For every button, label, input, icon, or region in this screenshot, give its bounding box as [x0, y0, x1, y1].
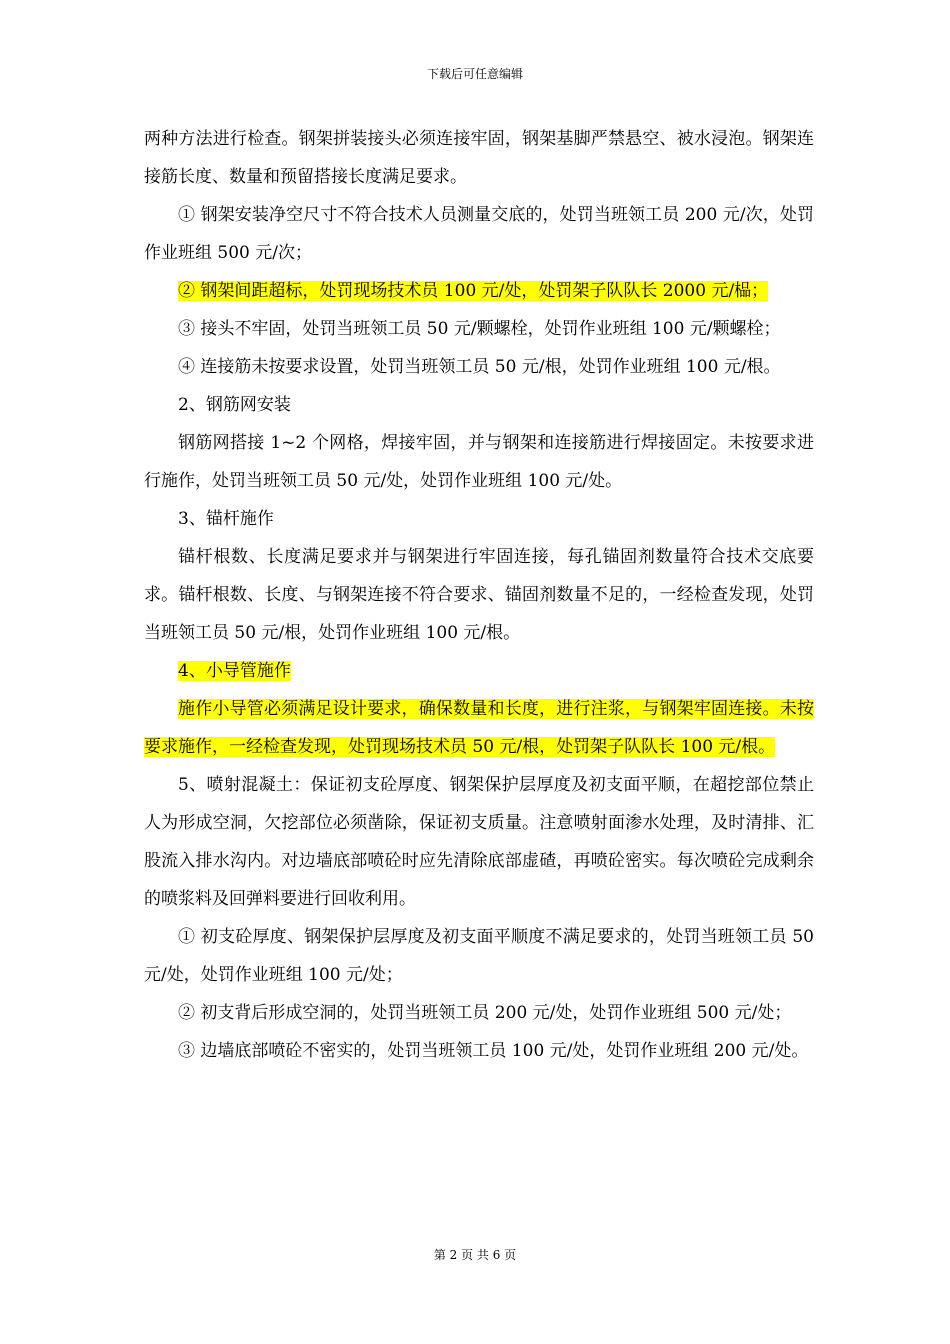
section-heading-2: 2、钢筋网安装: [178, 395, 291, 415]
paragraph-11: ③ 边墙底部喷砼不密实的，处罚当班领工员 100 元/处，处罚作业班组 200 元/处。: [178, 1041, 809, 1061]
paragraph-10: ② 初支背后形成空洞的，处罚当班领工员 200 元/处，处罚作业班组 500 元/处；: [178, 1003, 792, 1023]
page-footer: 第 2 页 共 6 页: [433, 1248, 517, 1262]
section-heading-3: 3、锚杆施作: [178, 509, 274, 529]
section-heading-5: 5、喷射混凝土：保证初支砼厚度、钢架保护层厚度及初支面平顺，在超挖部位禁止人为形成空洞，欠挖部位必须凿除，保证初支质量。注意喷射面渗水处理，及时清排、汇股流入排水沟内。对边墙底部喷砼时应先清除底部虚碴，再喷砼密实。每次喷砼完成剩余的喷浆料及回弹料要进行回收利用。: [144, 775, 814, 909]
page-header: 下载后可任意编辑: [426, 67, 523, 81]
paragraph-9: ① 初支砼厚度、钢架保护层厚度及初支面平顺度不满足要求的，处罚当班领工员 50 元/处，处罚作业班组 100 元/处；: [144, 927, 814, 985]
paragraph-2: ① 钢架安装净空尺寸不符合技术人员测量交底的，处罚当班领工员 200 元/次，处罚作业班组 500 元/次；: [144, 205, 814, 263]
paragraph-3: ② 钢架间距超标，处罚现场技术员 100 元/处，处罚架子队队长 2000 元/榀；: [178, 281, 769, 301]
paragraph-6: 钢筋网搭接 1~2 个网格，焊接牢固，并与钢架和连接筋进行焊接固定。未按要求进行施作，处罚当班领工员 50 元/处，处罚作业班组 100 元/处。: [144, 433, 814, 491]
document-body: [144, 120, 814, 1070]
section-heading-4: 4、小导管施作: [178, 661, 291, 681]
paragraph-4: ③ 接头不牢固，处罚当班领工员 50 元/颗螺栓，处罚作业班组 100 元/颗螺栓；: [178, 319, 781, 339]
paragraph-5: ④ 连接筋未按要求设置，处罚当班领工员 50 元/根，处罚作业班组 100 元/根。: [178, 357, 781, 377]
paragraph-7: 锚杆根数、长度满足要求并与钢架进行牢固连接，每孔锚固剂数量符合技术交底要求。锚杆根数、长度、与钢架连接不符合要求、锚固剂数量不足的，一经检查发现，处罚当班领工员 50 元/根，处罚作业班组 100 元/根。: [144, 547, 814, 643]
paragraph-1: 两种方法进行检查。钢架拼装接头必须连接牢固，钢架基脚严禁悬空、被水浸泡。钢架连接筋长度、数量和预留搭接长度满足要求。: [144, 129, 814, 187]
paragraph-8: 施作小导管必须满足设计要求，确保数量和长度，进行注浆，与钢架牢固连接。未按要求施作，一经检查发现，处罚现场技术员 50 元/根，处罚架子队队长 100 元/根。: [144, 699, 814, 757]
